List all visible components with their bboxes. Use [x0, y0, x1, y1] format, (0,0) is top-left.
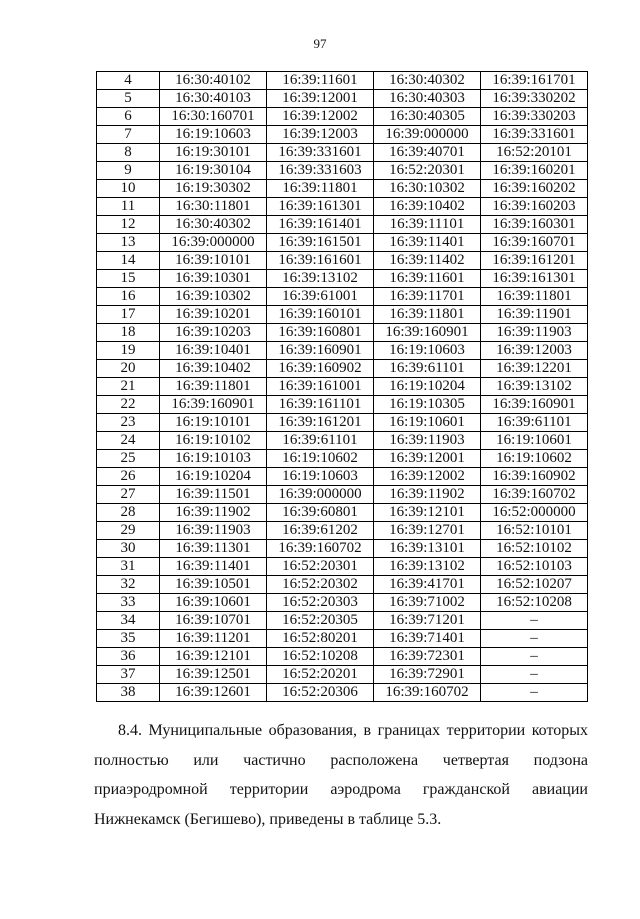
row-number-cell: 10: [97, 180, 160, 198]
cadastral-code-cell: 16:39:10402: [374, 198, 481, 216]
cadastral-code-cell: 16:39:11601: [374, 270, 481, 288]
row-number-cell: 35: [97, 630, 160, 648]
row-number-cell: 36: [97, 648, 160, 666]
cadastral-code-cell: 16:39:10201: [160, 306, 267, 324]
cadastral-code-cell: 16:39:12601: [160, 684, 267, 702]
cadastral-code-cell: 16:19:30302: [160, 180, 267, 198]
cadastral-code-cell: 16:39:11801: [374, 306, 481, 324]
table-row: [97, 234, 588, 252]
cadastral-code-cell: 16:39:160202: [481, 180, 588, 198]
cadastral-code-cell: 16:52:10101: [481, 522, 588, 540]
cadastral-code-cell: 16:39:12003: [267, 126, 374, 144]
cadastral-code-cell: 16:39:161501: [267, 234, 374, 252]
table-row: [97, 360, 588, 378]
cadastral-code-cell: 16:39:161201: [481, 252, 588, 270]
cadastral-code-cell: –: [481, 648, 588, 666]
cadastral-code-cell: 16:39:000000: [267, 486, 374, 504]
cadastral-code-cell: 16:39:160901: [481, 396, 588, 414]
cadastral-code-cell: 16:52:10102: [481, 540, 588, 558]
cadastral-code-cell: 16:39:13102: [374, 558, 481, 576]
cadastral-code-cell: 16:19:30104: [160, 162, 267, 180]
row-number-cell: 13: [97, 234, 160, 252]
cadastral-code-cell: 16:39:160702: [481, 486, 588, 504]
row-number-cell: 34: [97, 612, 160, 630]
cadastral-code-cell: 16:39:41701: [374, 576, 481, 594]
page-number: 97: [313, 36, 327, 51]
cadastral-code-cell: 16:39:160902: [481, 468, 588, 486]
cadastral-code-cell: 16:39:161101: [267, 396, 374, 414]
cadastral-code-cell: 16:39:11301: [160, 540, 267, 558]
row-number-cell: 32: [97, 576, 160, 594]
cadastral-code-cell: 16:39:72901: [374, 666, 481, 684]
table-row: [97, 252, 588, 270]
cadastral-code-cell: 16:30:40302: [160, 216, 267, 234]
table-row: [97, 630, 588, 648]
cadastral-code-cell: 16:39:12101: [374, 504, 481, 522]
cadastral-code-cell: 16:52:10103: [481, 558, 588, 576]
cadastral-code-cell: 16:52:10208: [267, 648, 374, 666]
row-number-cell: 16: [97, 288, 160, 306]
cadastral-code-cell: 16:30:10302: [374, 180, 481, 198]
cadastral-code-cell: 16:39:161301: [267, 198, 374, 216]
table-row: [97, 396, 588, 414]
cadastral-code-cell: 16:30:40102: [160, 72, 267, 90]
row-number-cell: 21: [97, 378, 160, 396]
table-row: [97, 684, 588, 702]
cadastral-code-cell: 16:39:71002: [374, 594, 481, 612]
cadastral-code-cell: 16:39:160902: [267, 360, 374, 378]
cadastral-code-cell: 16:39:10101: [160, 252, 267, 270]
cadastral-code-cell: 16:39:12001: [267, 90, 374, 108]
row-number-cell: 20: [97, 360, 160, 378]
cadastral-code-cell: 16:39:10301: [160, 270, 267, 288]
cadastral-code-cell: 16:19:10305: [374, 396, 481, 414]
cadastral-code-cell: 16:30:40302: [374, 72, 481, 90]
row-number-cell: 4: [97, 72, 160, 90]
cadastral-code-cell: 16:39:12201: [481, 360, 588, 378]
cadastral-code-cell: 16:39:11902: [160, 504, 267, 522]
cadastral-code-cell: 16:39:160201: [481, 162, 588, 180]
cadastral-code-cell: 16:39:12003: [481, 342, 588, 360]
paragraph-text: 8.4. Муниципальные образования, в границах территории которых полностью или частично расположена четвертая подзона приаэродромной территории аэродрома гражданской авиации Нижнекамск (Бегишево), приведены в таблице 5.3.: [94, 722, 588, 828]
table-row: [97, 558, 588, 576]
cadastral-code-cell: 16:19:10204: [374, 378, 481, 396]
cadastral-code-cell: –: [481, 612, 588, 630]
table-row: [97, 288, 588, 306]
table-row: [97, 270, 588, 288]
row-number-cell: 11: [97, 198, 160, 216]
row-number-cell: 7: [97, 126, 160, 144]
cadastral-code-cell: 16:19:10602: [267, 450, 374, 468]
cadastral-code-cell: 16:39:331601: [267, 144, 374, 162]
cadastral-code-cell: 16:52:20301: [267, 558, 374, 576]
cadastral-code-cell: 16:39:11401: [374, 234, 481, 252]
cadastral-code-cell: 16:39:61101: [481, 414, 588, 432]
row-number-cell: 37: [97, 666, 160, 684]
cadastral-code-cell: 16:39:11701: [374, 288, 481, 306]
table-row: [97, 216, 588, 234]
cadastral-code-cell: 16:39:72301: [374, 648, 481, 666]
cadastral-code-cell: 16:39:10501: [160, 576, 267, 594]
cadastral-code-cell: 16:19:10603: [374, 342, 481, 360]
row-number-cell: 29: [97, 522, 160, 540]
cadastral-code-cell: 16:39:11201: [160, 630, 267, 648]
row-number-cell: 38: [97, 684, 160, 702]
table-row: [97, 468, 588, 486]
cadastral-code-cell: 16:39:11901: [481, 306, 588, 324]
cadastral-code-cell: 16:39:10701: [160, 612, 267, 630]
row-number-cell: 9: [97, 162, 160, 180]
table-row: [97, 378, 588, 396]
cadastral-code-cell: 16:52:20302: [267, 576, 374, 594]
cadastral-code-cell: 16:39:161601: [267, 252, 374, 270]
cadastral-code-cell: 16:52:80201: [267, 630, 374, 648]
cadastral-code-cell: 16:39:160101: [267, 306, 374, 324]
cadastral-code-cell: 16:19:10601: [481, 432, 588, 450]
cadastral-code-cell: 16:52:20306: [267, 684, 374, 702]
cadastral-code-cell: –: [481, 630, 588, 648]
cadastral-code-cell: 16:52:10208: [481, 594, 588, 612]
table-row: [97, 432, 588, 450]
row-number-cell: 12: [97, 216, 160, 234]
table-row: [97, 540, 588, 558]
cadastral-code-cell: 16:39:11902: [374, 486, 481, 504]
row-number-cell: 22: [97, 396, 160, 414]
cadastral-code-cell: 16:39:13102: [267, 270, 374, 288]
row-number-cell: 5: [97, 90, 160, 108]
cadastral-code-cell: 16:39:330203: [481, 108, 588, 126]
cadastral-code-cell: 16:39:331601: [481, 126, 588, 144]
cadastral-code-cell: 16:39:11101: [374, 216, 481, 234]
cadastral-code-cell: 16:39:61101: [374, 360, 481, 378]
cadastral-code-cell: 16:19:10101: [160, 414, 267, 432]
cadastral-code-cell: 16:52:000000: [481, 504, 588, 522]
table-row: [97, 306, 588, 324]
table-row: [97, 666, 588, 684]
row-number-cell: 14: [97, 252, 160, 270]
row-number-cell: 8: [97, 144, 160, 162]
cadastral-code-cell: 16:52:20201: [267, 666, 374, 684]
row-number-cell: 19: [97, 342, 160, 360]
cadastral-code-cell: 16:39:10601: [160, 594, 267, 612]
cadastral-code-cell: 16:39:160901: [160, 396, 267, 414]
table-row: [97, 648, 588, 666]
cadastral-code-cell: 16:52:20303: [267, 594, 374, 612]
cadastral-code-cell: 16:39:12001: [374, 450, 481, 468]
cadastral-code-cell: 16:39:160203: [481, 198, 588, 216]
table-row: [97, 486, 588, 504]
row-number-cell: 26: [97, 468, 160, 486]
table-row: [97, 162, 588, 180]
cadastral-code-cell: 16:39:161401: [267, 216, 374, 234]
cadastral-code-cell: 16:19:10204: [160, 468, 267, 486]
cadastral-code-cell: 16:52:20305: [267, 612, 374, 630]
row-number-cell: 25: [97, 450, 160, 468]
cadastral-code-cell: 16:30:40305: [374, 108, 481, 126]
cadastral-table: [96, 71, 588, 702]
cadastral-code-cell: 16:39:13101: [374, 540, 481, 558]
table-row: [97, 324, 588, 342]
row-number-cell: 33: [97, 594, 160, 612]
cadastral-code-cell: 16:39:12501: [160, 666, 267, 684]
cadastral-code-cell: 16:39:161701: [481, 72, 588, 90]
cadastral-code-cell: 16:39:12002: [267, 108, 374, 126]
table-row: [97, 414, 588, 432]
cadastral-code-cell: 16:39:161001: [267, 378, 374, 396]
cadastral-code-cell: 16:52:20101: [481, 144, 588, 162]
row-number-cell: 6: [97, 108, 160, 126]
table-row: [97, 126, 588, 144]
cadastral-code-cell: 16:39:11401: [160, 558, 267, 576]
cadastral-code-cell: 16:52:20301: [374, 162, 481, 180]
cadastral-code-cell: 16:39:160901: [374, 324, 481, 342]
cadastral-code-cell: 16:19:10603: [160, 126, 267, 144]
table-row: [97, 198, 588, 216]
cadastral-code-cell: 16:39:11903: [481, 324, 588, 342]
table-row: [97, 72, 588, 90]
cadastral-code-cell: 16:39:11601: [267, 72, 374, 90]
row-number-cell: 27: [97, 486, 160, 504]
cadastral-code-cell: 16:19:10102: [160, 432, 267, 450]
row-number-cell: 28: [97, 504, 160, 522]
cadastral-code-cell: 16:39:60801: [267, 504, 374, 522]
table-row: [97, 594, 588, 612]
table-row: [97, 504, 588, 522]
cadastral-code-cell: 16:39:160702: [267, 540, 374, 558]
cadastral-code-cell: 16:39:10302: [160, 288, 267, 306]
cadastral-code-cell: 16:39:12701: [374, 522, 481, 540]
cadastral-code-cell: 16:39:160301: [481, 216, 588, 234]
cadastral-code-cell: 16:39:11903: [374, 432, 481, 450]
cadastral-code-cell: 16:39:10401: [160, 342, 267, 360]
cadastral-code-cell: 16:30:40103: [160, 90, 267, 108]
cadastral-code-cell: 16:39:161301: [481, 270, 588, 288]
table-row: [97, 342, 588, 360]
cadastral-code-cell: 16:19:10602: [481, 450, 588, 468]
cadastral-code-cell: 16:39:331603: [267, 162, 374, 180]
table-row: [97, 450, 588, 468]
cadastral-code-cell: 16:39:161201: [267, 414, 374, 432]
cadastral-code-cell: 16:39:160701: [481, 234, 588, 252]
cadastral-code-cell: 16:39:160901: [267, 342, 374, 360]
cadastral-code-cell: 16:39:000000: [374, 126, 481, 144]
table-row: [97, 522, 588, 540]
cadastral-code-cell: 16:39:61101: [267, 432, 374, 450]
cadastral-code-cell: 16:39:71401: [374, 630, 481, 648]
cadastral-code-cell: 16:39:12101: [160, 648, 267, 666]
row-number-cell: 15: [97, 270, 160, 288]
cadastral-code-cell: 16:39:11903: [160, 522, 267, 540]
cadastral-code-cell: 16:39:000000: [160, 234, 267, 252]
table-body: [97, 72, 588, 702]
cadastral-code-cell: 16:39:160801: [267, 324, 374, 342]
table-row: [97, 108, 588, 126]
row-number-cell: 30: [97, 540, 160, 558]
cadastral-code-cell: 16:30:11801: [160, 198, 267, 216]
cadastral-code-cell: –: [481, 666, 588, 684]
cadastral-code-cell: 16:19:10601: [374, 414, 481, 432]
table-row: [97, 180, 588, 198]
row-number-cell: 23: [97, 414, 160, 432]
paragraph-8-4: [94, 716, 588, 834]
row-number-cell: 18: [97, 324, 160, 342]
cadastral-code-cell: 16:19:30101: [160, 144, 267, 162]
cadastral-code-cell: 16:39:330202: [481, 90, 588, 108]
cadastral-code-cell: 16:39:11801: [267, 180, 374, 198]
cadastral-code-cell: 16:39:13102: [481, 378, 588, 396]
cadastral-code-cell: 16:39:40701: [374, 144, 481, 162]
cadastral-code-cell: 16:30:160701: [160, 108, 267, 126]
cadastral-code-cell: 16:39:12002: [374, 468, 481, 486]
row-number-cell: 24: [97, 432, 160, 450]
cadastral-code-cell: 16:30:40303: [374, 90, 481, 108]
cadastral-code-cell: 16:39:11801: [160, 378, 267, 396]
cadastral-code-cell: 16:52:10207: [481, 576, 588, 594]
cadastral-code-cell: 16:39:61001: [267, 288, 374, 306]
cadastral-code-cell: 16:39:160702: [374, 684, 481, 702]
table-row: [97, 612, 588, 630]
row-number-cell: 17: [97, 306, 160, 324]
row-number-cell: 31: [97, 558, 160, 576]
cadastral-code-cell: 16:39:11501: [160, 486, 267, 504]
cadastral-code-cell: 16:39:11801: [481, 288, 588, 306]
cadastral-code-cell: 16:39:10203: [160, 324, 267, 342]
cadastral-code-cell: 16:19:10103: [160, 450, 267, 468]
cadastral-code-cell: 16:39:11402: [374, 252, 481, 270]
cadastral-code-cell: –: [481, 684, 588, 702]
cadastral-code-cell: 16:39:10402: [160, 360, 267, 378]
cadastral-code-cell: 16:19:10603: [267, 468, 374, 486]
table-row: [97, 576, 588, 594]
cadastral-code-cell: 16:39:71201: [374, 612, 481, 630]
table-row: [97, 90, 588, 108]
cadastral-code-cell: 16:39:61202: [267, 522, 374, 540]
table-row: [97, 144, 588, 162]
